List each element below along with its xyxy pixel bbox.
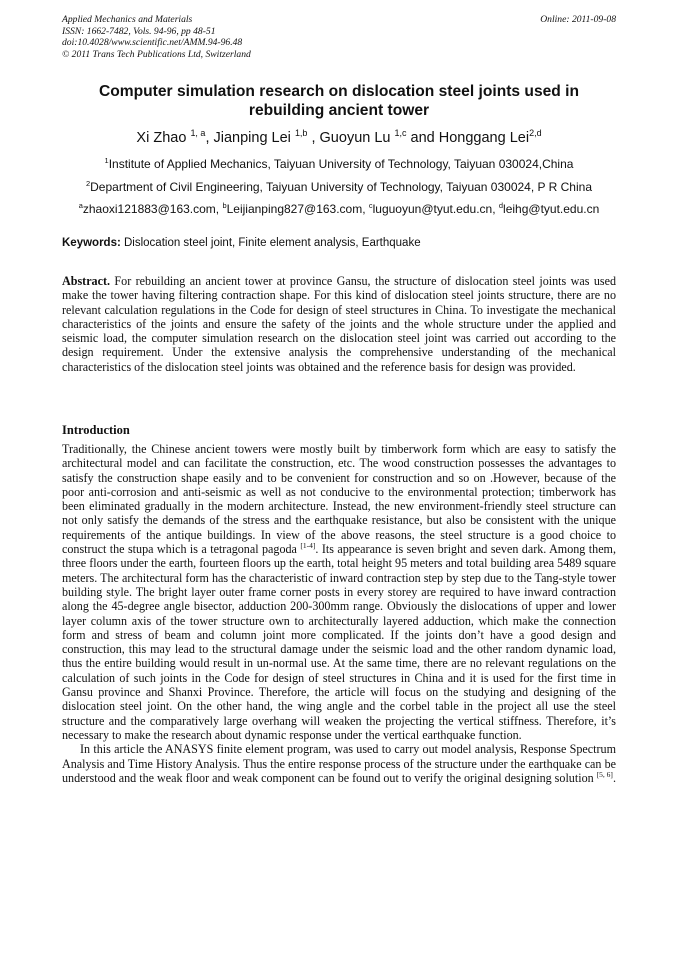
paragraph-text: Traditionally, the Chinese ancient towers were mostly built by timberwork form which are easy to satisfy the architectural model and can facilitate the construction, etc. The wood construction possesses the advantages to satisfy the construction shape easily and to be convenient for construction and so on .However, because of the poor anti-corrosion and anti-seismic as well as not conducive to the environmental protection; timberwork has been eliminated gradually in the modern architecture. Instead, the new environment-friendly steel structure can not only satisfy the demands of the stress and the earthquake resistance, but also be consistent with the unique requirements of the antique buildings. In view of the above reasons, the steel structure is a good choice to construct the stupa which is a tetragonal pagoda [62, 442, 616, 557]
author-name: Guoyun Lu [319, 130, 391, 146]
author-affil-marker: 1,b [294, 128, 308, 139]
paragraph-text: In this article the ANASYS finite element program, was used to carry out model analysis, Response Spectrum Analysis and Time History Analysis. Thus the entire response process of the structure under the earthquake can be understood and the weak floor and weak component can be found out to verify the original designing solution [62, 742, 616, 785]
author-separator: , [307, 130, 320, 146]
email-separator: , [362, 202, 369, 216]
author-emails [40, 202, 638, 216]
email-separator: , [492, 202, 499, 216]
paper-title: Computer simulation research on dislocation steel joints used in rebuilding ancient tower [98, 83, 580, 119]
intro-paragraph [62, 442, 616, 742]
keywords-text: Dislocation steel joint, Finite element analysis, Earthquake [120, 237, 421, 249]
issn-line: ISSN: 1662-7482, Vols. 94-96, pp 48-51 [62, 25, 216, 37]
citation-ref: [5, 6] [596, 769, 613, 779]
intro-paragraph [62, 742, 616, 785]
introduction-body [62, 442, 616, 785]
abstract-label: Abstract. [62, 274, 111, 288]
affiliation-2 [40, 180, 638, 194]
keywords [62, 236, 616, 250]
author-separator: and [406, 130, 439, 146]
email-link[interactable]: leihg@tyut.edu.cn [503, 202, 600, 216]
author-separator: , [205, 130, 214, 146]
author-affil-marker: 2,d [529, 128, 542, 139]
author-list [62, 129, 616, 147]
affil-marker: 2 [86, 179, 91, 188]
email-marker: c [368, 201, 373, 210]
email-link[interactable]: Leijianping827@163.com [226, 202, 363, 216]
keywords-label: Keywords: [62, 237, 121, 249]
email-marker: b [222, 201, 227, 210]
citation-ref: [1-4] [300, 541, 316, 551]
abstract-text: For rebuilding an ancient tower at province Gansu, the structure of dislocation steel joints was used make the tower having filtering contraction shape. For this kind of dislocation steel joints structure, there are no relevant calculation regulations in the Code for design of steel structures in China. To investigate the mechanical characteristics of the joints and ensure the safety of the joints and the whole structure under the applied and seismic load, the computer simulation research on the dislocation steel joint was carried out according to the design requirement. Under the extensive analysis the comprehensive understanding of the mechanical characteristics of the dislocation steel joints was obtained and the reference basis for design was provided. [62, 274, 616, 374]
paragraph-text: . Its appearance is seven bright and seven dark. Among them, three floors under the earth, fourteen floors up the earth, total height 95 meters and total building area 5489 square meters. The architectural form has the characteristic of inward contraction step by step due to the Tang-style tower building style. The bright layer outer frame corner posts in every storey are required to have inward contraction along the 45-degree angle bisector, adduction 200-300mm range. Obviously the dislocations of upper and lower layer column axis of the tower structure own to architecturally layered adduction, which make the connection form and stress of beam and column joint more complicated. If the joints don’t have a good design and construction, this may lead to the structural damage under the seismic load and the other random dynamic load, thus the entire building would result in un-normal use. At the same time, there are no relevant regulations on the calculation of such joints in the Code for design of steel structures in China and it is used for the first time in Gansu province and Shanxi Province. Therefore, the article will focus on the studying and designing of the dislocation steel joint. On the other hand, the wing angle and the corbel table in the project all use the steel structure and the comparatively large overhang will weaken the projecting the vertical stiffness. Therefore, it’s necessary to make the research about dynamic response under the vertical earthquake function. [62, 542, 616, 742]
email-link[interactable]: luguoyun@tyut.edu.cn [372, 202, 493, 216]
email-separator: , [215, 202, 223, 216]
journal-header [62, 14, 616, 60]
author-name: Jianping Lei [213, 130, 291, 146]
email-link[interactable]: zhaoxi121883@163.com [82, 202, 216, 216]
affil-text: Department of Civil Engineering, Taiyuan University of Technology, Taiyuan 030024, P R China [90, 180, 592, 194]
author-name: Xi Zhao [136, 130, 187, 146]
affil-marker: 1 [104, 156, 109, 165]
online-date: Online: 2011-09-08 [540, 14, 616, 25]
abstract [62, 274, 616, 374]
email-marker: a [78, 201, 83, 210]
affil-text: Institute of Applied Mechanics, Taiyuan University of Technology, Taiyuan 030024,China [108, 157, 574, 171]
copyright-line: © 2011 Trans Tech Publications Ltd, Switzerland [62, 48, 251, 60]
author-affil-marker: 1,c [394, 128, 407, 139]
paragraph-text: . [612, 770, 616, 785]
section-heading-introduction: Introduction [62, 423, 130, 437]
email-marker: d [498, 201, 504, 210]
author-affil-marker: 1, a [190, 128, 206, 139]
affiliation-1 [40, 157, 638, 171]
author-name: Honggang Lei [438, 130, 530, 146]
doi-line: doi:10.4028/www.scientific.net/AMM.94-96.48 [62, 37, 243, 48]
journal-name: Applied Mechanics and Materials [62, 14, 193, 25]
